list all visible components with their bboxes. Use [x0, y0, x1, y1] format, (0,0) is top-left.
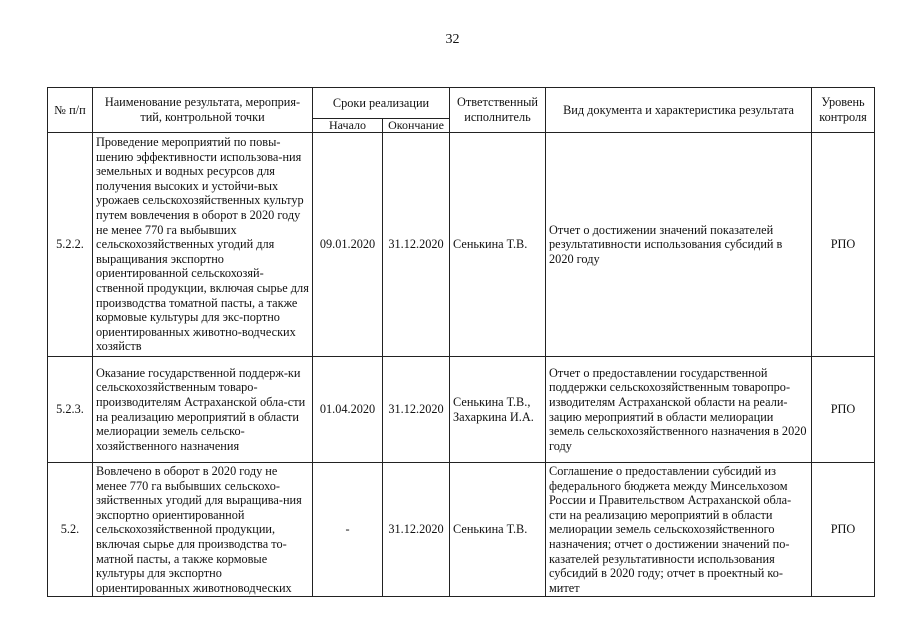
row-responsible: Сенькина Т.В., Захаркина И.А. [450, 357, 546, 463]
row-document: Соглашение о предоставлении субсидий из федерального бюджета между Минсельхозом России и Правительством Астраханской обла-сти на реализацию мероприятий в области мелиорации земель сельскохозяйственного назначения; отчет о достижении значений по-казателей результативности использования субсидий в 2020 году; отчет в проектный ко-митет [546, 463, 812, 597]
header-responsible: Ответственный исполнитель [450, 88, 546, 133]
table-row [48, 463, 875, 597]
row-control-level: РПО [812, 463, 875, 597]
header-name: Наименование результата, мероприя-тий, контрольной точки [93, 88, 313, 133]
row-responsible: Сенькина Т.В. [450, 463, 546, 597]
table-row [48, 357, 875, 463]
table-row [48, 133, 875, 357]
header-document: Вид документа и характеристика результата [546, 88, 812, 133]
header-terms: Сроки реализации [313, 88, 450, 119]
plan-table [47, 87, 875, 597]
header-start: Начало [313, 119, 383, 133]
row-start-date: 01.04.2020 [313, 357, 383, 463]
row-task: Вовлечено в оборот в 2020 году не менее 770 га выбывших сельскохо-зяйственных угодий для выращива-ния экспортно ориентированной сельскохозяйственной продукции, включая сырье для производства то-матной пасты, а также кормовые культуры для экспортно ориентированных животноводческих [93, 463, 313, 597]
row-number: 5.2.3. [48, 357, 93, 463]
row-control-level: РПО [812, 133, 875, 357]
row-end-date: 31.12.2020 [383, 133, 450, 357]
row-responsible: Сенькина Т.В. [450, 133, 546, 357]
page-number: 32 [445, 32, 460, 47]
row-start-date: - [313, 463, 383, 597]
row-start-date: 09.01.2020 [313, 133, 383, 357]
row-task: Оказание государственной поддерж-ки сельскохозяйственным товаро-производителям Астраханской обла-сти на реализацию мероприятий в области мелиорации земель сельско-хозяйственного назначения [93, 357, 313, 463]
row-number: 5.2. [48, 463, 93, 597]
header-num: № п/п [48, 88, 93, 133]
header-level: Уровень контроля [812, 88, 875, 133]
row-control-level: РПО [812, 357, 875, 463]
row-end-date: 31.12.2020 [383, 357, 450, 463]
row-document: Отчет о предоставлении государственной поддержки сельскохозяйственным товаропро-изводителям Астраханской области на реали-зацию мероприятий в области мелиорации земель сельскохозяйственного назначения в 2020 году [546, 357, 812, 463]
row-number: 5.2.2. [48, 133, 93, 357]
header-row [48, 88, 875, 119]
row-task: Проведение мероприятий по повы-шению эффективности использова-ния земельных и водных ресурсов для получения высоких и устойчи-вых урожаев сельскохозяйственных культур путем вовлечения в оборот в 2020 году не менее 770 га выбывших сельскохозяйственных угодий для выращивания экспортно ориентированной сельскохозяй-ственной продукции, включая сырье для производства томатной пасты, а также кормовые культуры для экс-портно ориентированных животно-водческих хозяйств [93, 133, 313, 357]
row-document: Отчет о достижении значений показателей результативности использования субсидий в 2020 году [546, 133, 812, 357]
row-end-date: 31.12.2020 [383, 463, 450, 597]
header-end: Окончание [383, 119, 450, 133]
